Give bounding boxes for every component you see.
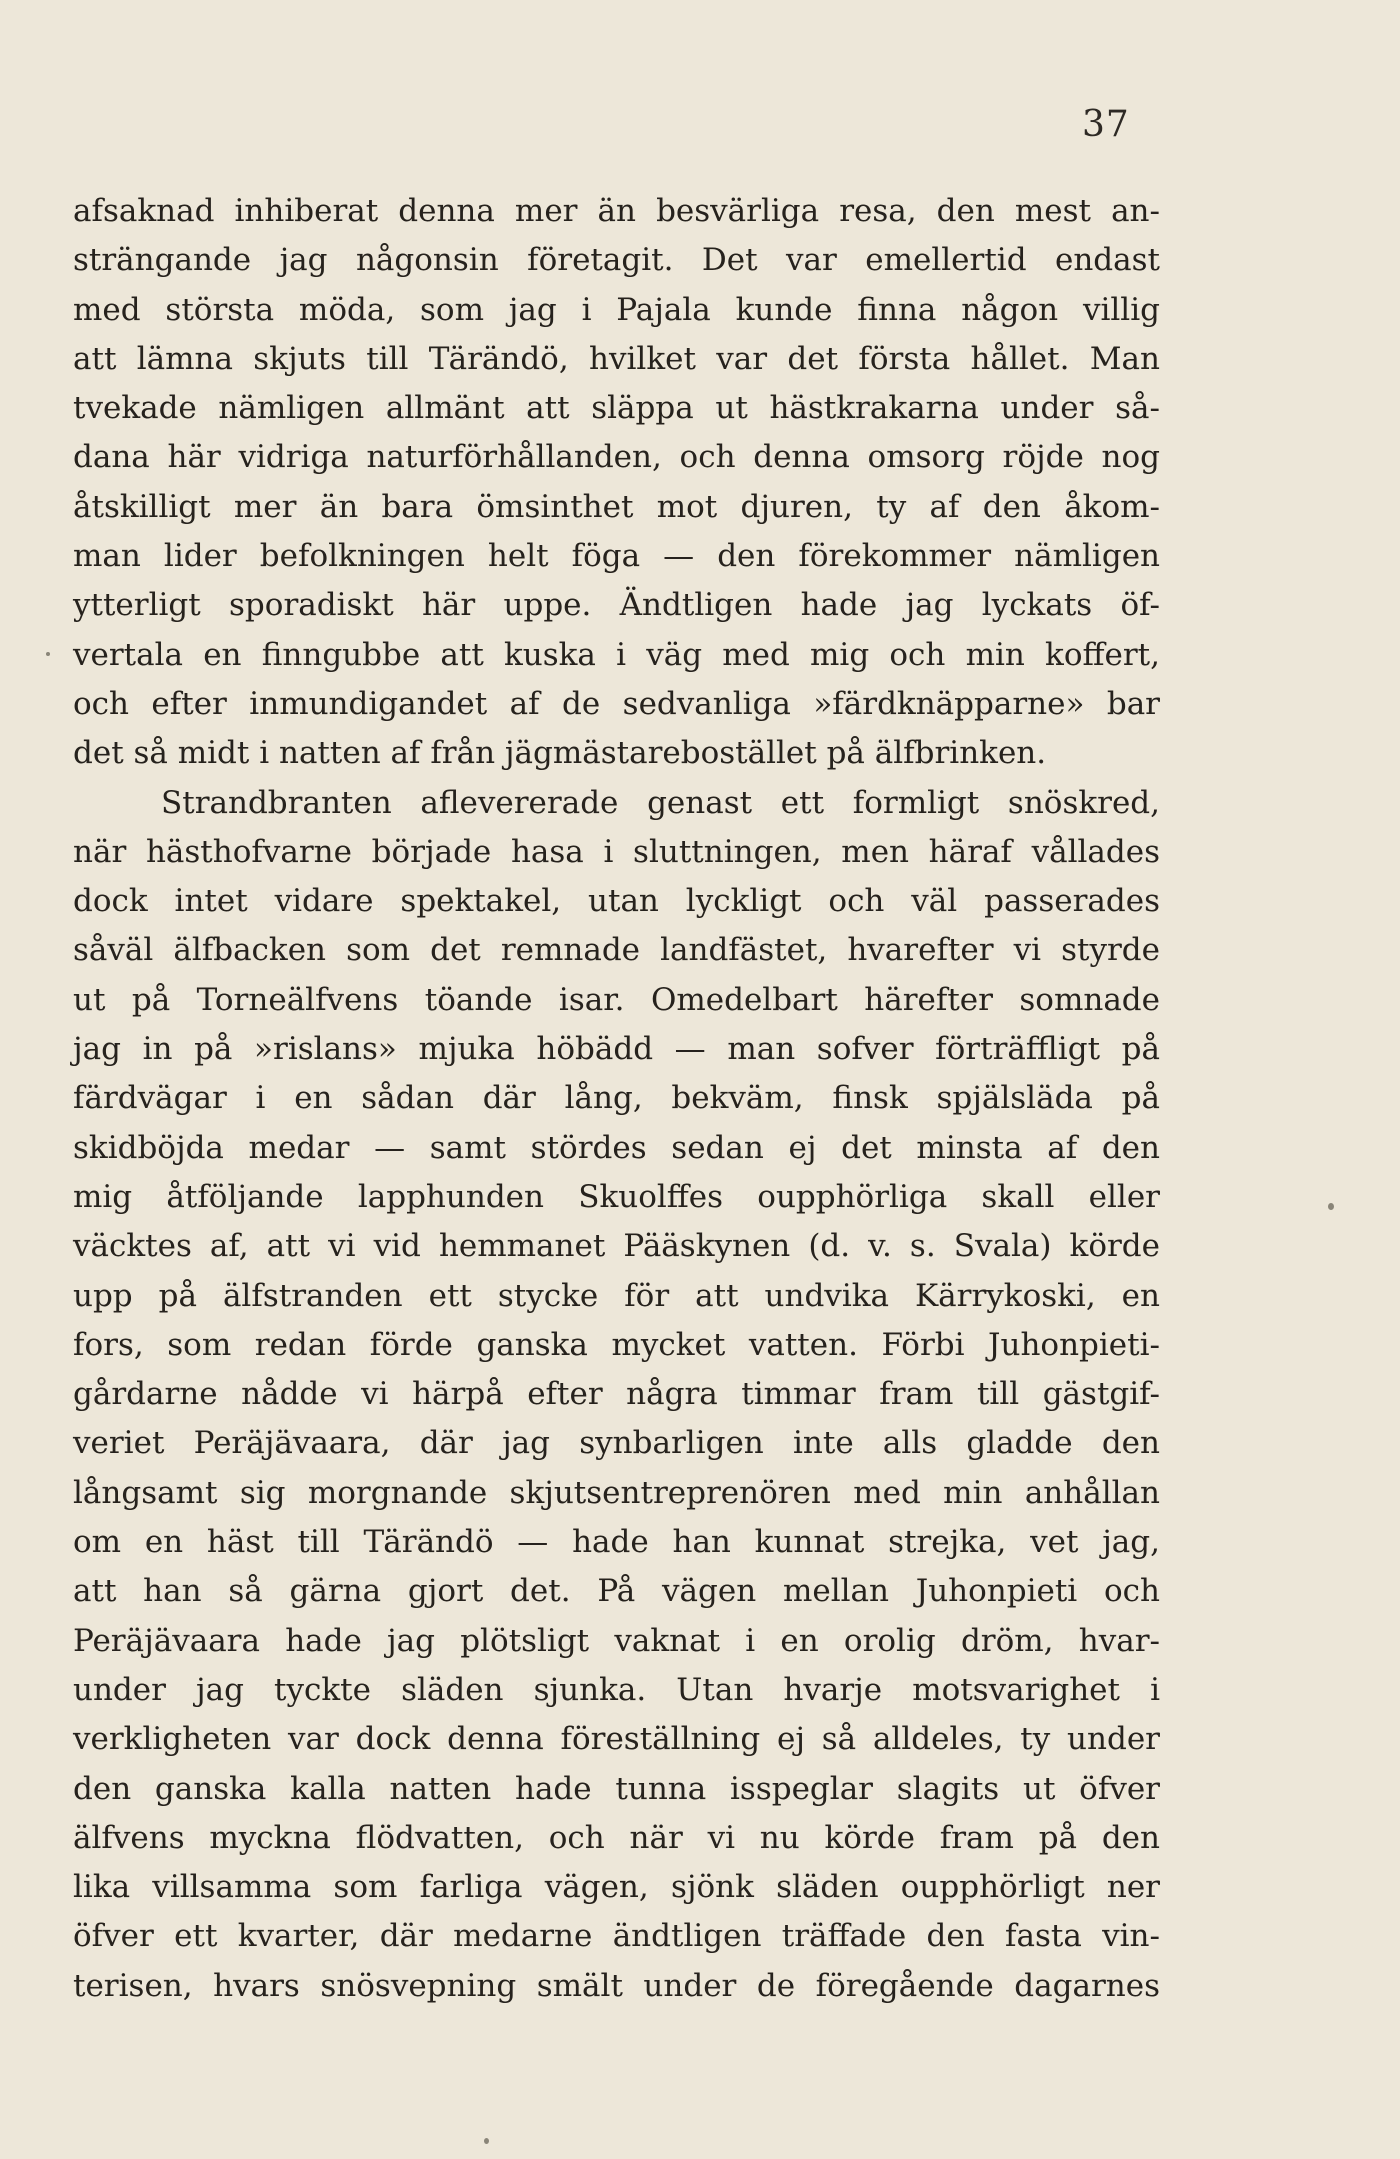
text-line: Peräjävaara hade jag plötsligt vaknat i en orolig dröm, hvar- <box>73 1622 1160 1659</box>
text-line: vertala en finngubbe att kuska i väg med mig och min koffert, <box>73 636 1160 673</box>
body-text <box>73 187 1160 2011</box>
text-line: mig åtföljande lapphunden Skuolffes oupphörliga skall eller <box>73 1178 1160 1215</box>
text-line: under jag tyckte släden sjunka. Utan hvarje motsvarighet i <box>73 1671 1160 1708</box>
text-line: veriet Peräjävaara, där jag synbarligen inte alls gladde den <box>73 1425 1160 1462</box>
text-line: Strandbranten aflevererade genast ett formligt snöskred, <box>161 784 1160 821</box>
text-line: långsamt sig morgnande skjutsentreprenören med min anhållan <box>73 1474 1160 1511</box>
text-line: när hästhofvarne började hasa i sluttningen, men häraf vållades <box>73 833 1160 870</box>
print-speck <box>484 2138 489 2144</box>
text-line: lika villsamma som farliga vägen, sjönk släden oupphörligt ner <box>73 1869 1160 1906</box>
text-line: åtskilligt mer än bara ömsinthet mot djuren, ty af den åkom- <box>73 488 1160 525</box>
text-line: färdvägar i en sådan där lång, bekväm, finsk spjälsläda på <box>73 1080 1160 1117</box>
text-line: ytterligt sporadiskt här uppe. Ändtligen hade jag lyckats öf- <box>73 587 1160 624</box>
text-line: älfvens myckna flödvatten, och när vi nu körde fram på den <box>73 1819 1160 1856</box>
print-speck <box>1328 1203 1334 1210</box>
page-number: 37 <box>1082 104 1130 145</box>
text-line: jag in på »rislans» mjuka höbädd — man sofver förträffligt på <box>73 1031 1160 1068</box>
text-line: väcktes af, att vi vid hemmanet Pääskynen (d. v. s. Svala) körde <box>73 1228 1160 1265</box>
text-line: fors, som redan förde ganska mycket vatten. Förbi Juhonpieti- <box>73 1326 1160 1363</box>
text-line: dock intet vidare spektakel, utan lyckligt och väl passerades <box>73 883 1160 920</box>
text-line: upp på älfstranden ett stycke för att undvika Kärrykoski, en <box>73 1277 1160 1314</box>
text-line: verkligheten var dock denna föreställning ej så alldeles, ty under <box>73 1721 1160 1758</box>
text-line: terisen, hvars snösvepning smält under de föregående dagarnes <box>73 1967 1160 2004</box>
print-speck <box>46 652 50 656</box>
text-line: man lider befolkningen helt föga — den förekommer nämligen <box>73 538 1160 575</box>
text-line: att han så gärna gjort det. På vägen mellan Juhonpieti och <box>73 1573 1160 1610</box>
text-line: dana här vidriga naturförhållanden, och denna omsorg röjde nog <box>73 439 1160 476</box>
text-line: om en häst till Tärändö — hade han kunnat strejka, vet jag, <box>73 1524 1160 1561</box>
text-line: och efter inmundigandet af de sedvanliga »färdknäpparne» bar <box>73 685 1160 722</box>
text-line: att lämna skjuts till Tärändö, hvilket var det första hållet. Man <box>73 340 1160 377</box>
text-line: tvekade nämligen allmänt att släppa ut hästkrakarna under så- <box>73 390 1160 427</box>
text-line: såväl älfbacken som det remnade landfästet, hvarefter vi styrde <box>73 932 1160 969</box>
text-line: afsaknad inhiberat denna mer än besvärliga resa, den mest an- <box>73 193 1160 229</box>
text-line: den ganska kalla natten hade tunna isspeglar slagits ut öfver <box>73 1770 1160 1807</box>
text-line: strängande jag någonsin företagit. Det var emellertid endast <box>73 242 1160 279</box>
text-line: ut på Torneälfvens töande isar. Omedelbart härefter somnade <box>73 981 1160 1018</box>
text-line: med största möda, som jag i Pajala kunde finna någon villig <box>73 291 1160 328</box>
text-line: det så midt i natten af från jägmästarebostället på älfbrinken. <box>73 735 1047 772</box>
text-line: gårdarne nådde vi härpå efter några timmar fram till gästgif- <box>73 1376 1160 1413</box>
text-line: öfver ett kvarter, där medarne ändtligen träffade den fasta vin- <box>73 1918 1160 1955</box>
text-line: skidböjda medar — samt stördes sedan ej det minsta af den <box>73 1129 1160 1166</box>
